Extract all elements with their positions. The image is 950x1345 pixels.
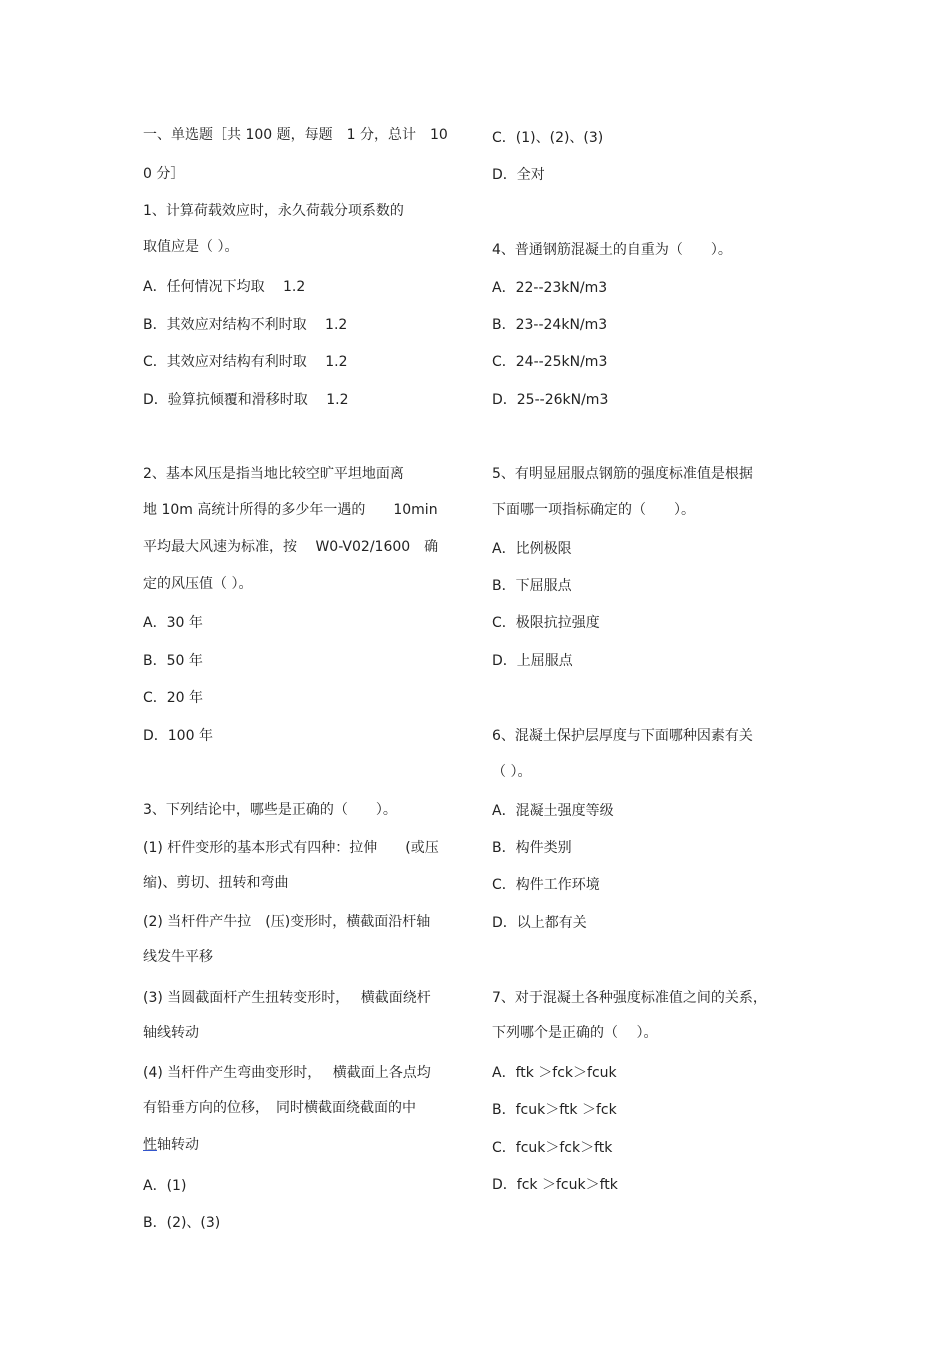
q2-option-d: D．100 年 <box>143 728 213 744</box>
q4-stem-line1: 4、普通钢筋混凝土的自重为（ ）。 <box>492 242 732 258</box>
q3-statement3-line2: 轴线转动 <box>143 1025 199 1041</box>
q6-option-b: B．构件类别 <box>492 840 572 856</box>
q4-option-a: A．22--23kN/m3 <box>492 280 608 296</box>
q3-statement2-line1: (2) 当杆件产牛拉 (压)变形时，横截面沿杆轴 <box>143 914 431 930</box>
q6-stem-line1: 6、混凝土保护层厚度与下面哪种因素有关 <box>492 728 753 744</box>
q7-option-d: D．fck ＞fcuk＞ftk <box>492 1177 618 1193</box>
q3-option-a: A．(1) <box>143 1178 187 1194</box>
q2-stem-line3: 平均最大风速为标准，按 W0-V02/1600 确 <box>143 539 439 555</box>
q7-option-c: C．fcuk＞fck＞ftk <box>492 1140 613 1156</box>
q3-statement1-line2: 缩)、剪切、扭转和弯曲 <box>143 875 289 891</box>
q2-option-b: B．50 年 <box>143 653 203 669</box>
q1-option-a: A．任何情况下均取 1.2 <box>143 279 306 295</box>
q1-option-b: B．其效应对结构不利时取 1.2 <box>143 317 348 333</box>
q5-stem-line2: 下面哪一项指标确定的（ ）。 <box>492 502 695 518</box>
q1-stem-line1: 1、计算荷载效应时，永久荷载分项系数的 <box>143 203 404 219</box>
q7-option-b: B．fcuk＞ftk ＞fck <box>492 1102 617 1118</box>
q6-stem-line2: （ ）。 <box>492 764 532 780</box>
q3-option-b: B．(2)、(3) <box>143 1215 221 1231</box>
q3-underlined-char: 性 <box>143 1137 157 1153</box>
q5-option-d: D．上屈服点 <box>492 653 573 669</box>
q3-statement1-line1: (1) 杆件变形的基本形式有四种：拉伸 (或压 <box>143 840 439 856</box>
q6-option-d: D．以上都有关 <box>492 915 587 931</box>
q5-option-b: B．下屈服点 <box>492 578 572 594</box>
q5-stem-line1: 5、有明显屈服点钢筋的强度标准值是根据 <box>492 466 753 482</box>
q1-stem-line2: 取值应是（ ）。 <box>143 239 239 255</box>
q3-statement4-line2: 有铅垂方向的位移， 同时横截面绕截面的中 <box>143 1100 416 1116</box>
q1-option-d: D．验算抗倾覆和滑移时取 1.2 <box>143 392 349 408</box>
q3-statement4-line1: (4) 当杆件产生弯曲变形时， 横截面上各点均 <box>143 1065 431 1081</box>
q4-option-c: C．24--25kN/m3 <box>492 354 608 370</box>
q5-option-a: A．比例极限 <box>492 541 572 557</box>
q1-option-c: C．其效应对结构有利时取 1.2 <box>143 354 348 370</box>
section-header-line2: 0 分］ <box>143 166 185 182</box>
q2-option-a: A．30 年 <box>143 615 203 631</box>
q2-stem-line4: 定的风压值（ ）。 <box>143 576 253 592</box>
q4-option-b: B．23--24kN/m3 <box>492 317 608 333</box>
q3-option-c: C．(1)、(2)、(3) <box>492 130 604 146</box>
q4-option-d: D．25--26kN/m3 <box>492 392 609 408</box>
q6-option-a: A．混凝土强度等级 <box>492 803 614 819</box>
section-header-line1: 一、单选题［共 100 题，每题 1 分，总计 10 <box>143 127 448 143</box>
q7-option-a: A．ftk ＞fck＞fcuk <box>492 1065 617 1081</box>
q3-stem-line1: 3、下列结论中，哪些是正确的（ ）。 <box>143 802 397 818</box>
q2-stem-line1: 2、基本风压是指当地比较空旷平坦地面离 <box>143 466 404 482</box>
q3-statement4-line3 <box>143 1136 199 1154</box>
q7-stem-line2: 下列哪个是正确的（ ）。 <box>492 1025 658 1041</box>
q6-option-c: C．构件工作环境 <box>492 877 600 893</box>
q3-statement2-line2: 线发牛平移 <box>143 949 213 965</box>
q3-option-d: D．全对 <box>492 167 545 183</box>
q2-stem-line2: 地 10m 高统计所得的多少年一遇的 10min <box>143 502 438 518</box>
q7-stem-line1: 7、对于混凝土各种强度标准值之间的关系， <box>492 990 767 1006</box>
q3-statement4-line3-rest: 轴转动 <box>157 1137 199 1153</box>
q2-option-c: C．20 年 <box>143 690 204 706</box>
q3-statement3-line1: (3) 当圆截面杆产生扭转变形时， 横截面绕杆 <box>143 990 431 1006</box>
q5-option-c: C．极限抗拉强度 <box>492 615 600 631</box>
